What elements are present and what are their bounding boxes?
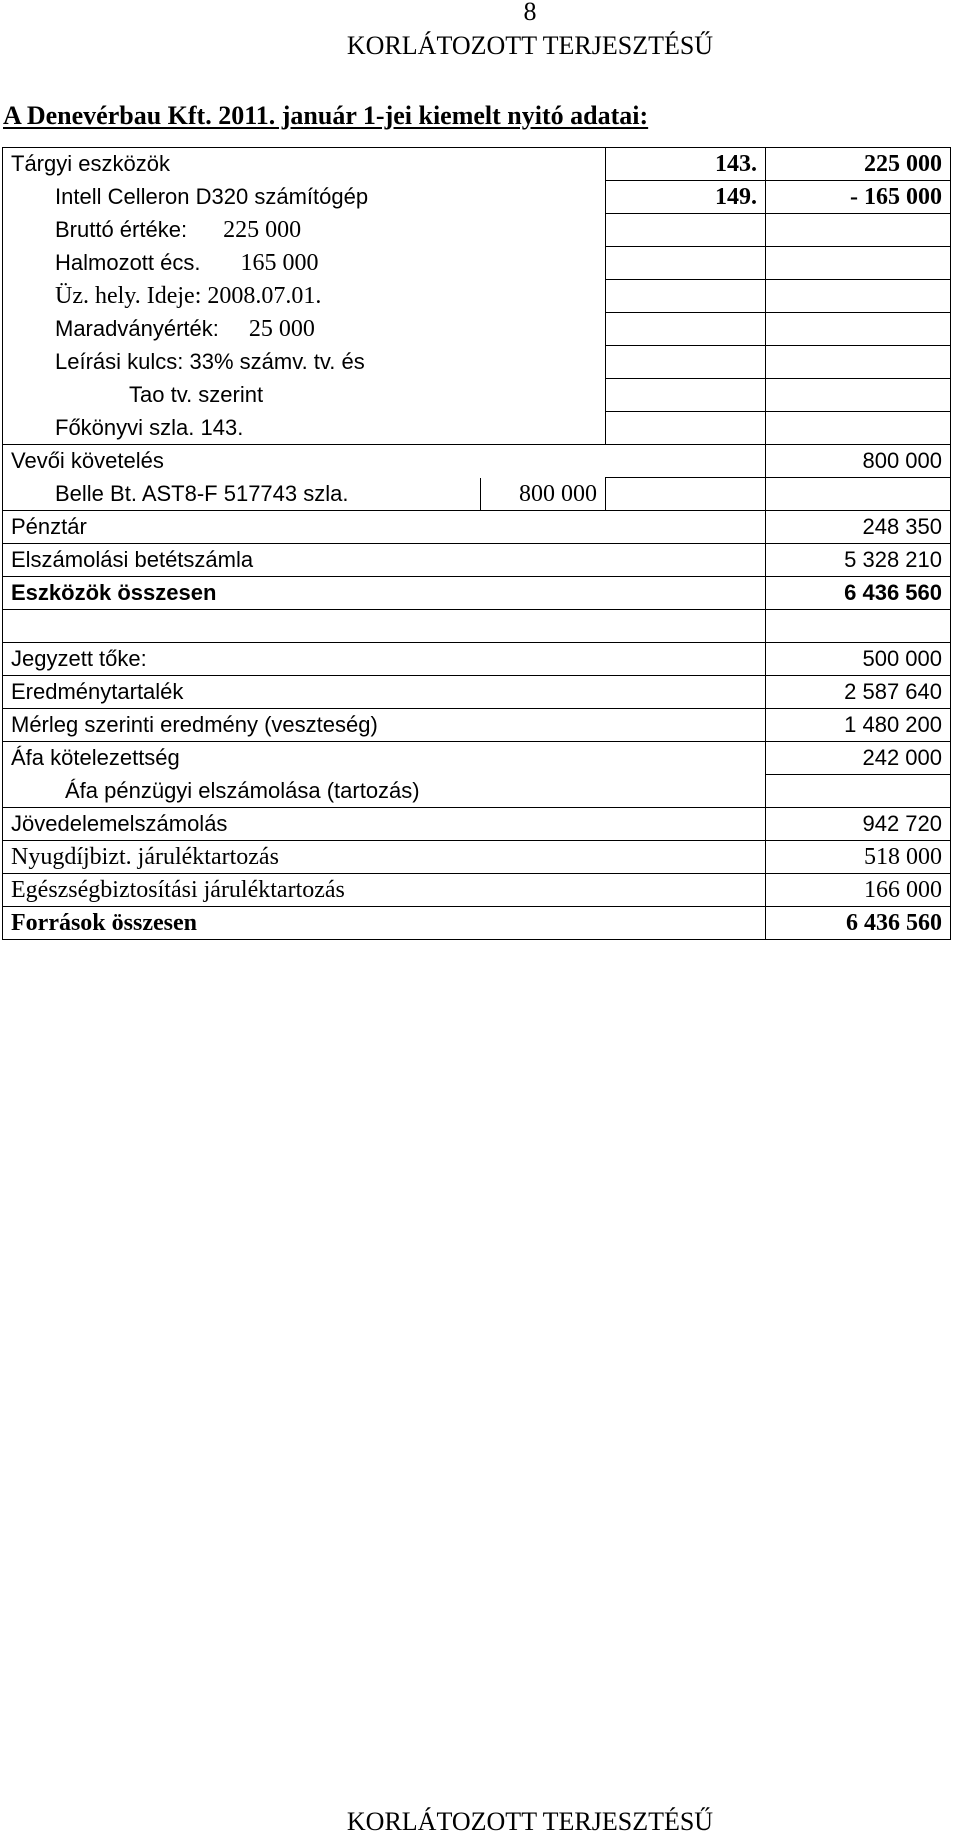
table-row <box>3 775 951 808</box>
row-value: 166 000 <box>766 874 951 907</box>
row-label: Egészségbiztosítási járuléktartozás <box>3 874 766 907</box>
table-row <box>3 841 951 874</box>
table-row <box>3 874 951 907</box>
inner-value: 800 000 <box>480 478 605 510</box>
row-value <box>766 610 951 643</box>
table-row <box>3 511 951 544</box>
row-value: 500 000 <box>766 643 951 676</box>
table-row <box>3 412 951 445</box>
row-label: Pénztár <box>3 511 766 544</box>
value-cell <box>766 214 951 247</box>
row-label: Üz. hely. Ideje: 2008.07.01. <box>3 280 606 313</box>
row-label: Leírási kulcs: 33% számv. tv. és <box>3 346 606 379</box>
row-value: 800 000 <box>766 445 951 478</box>
table-row <box>3 379 951 412</box>
table-row <box>3 478 951 511</box>
row-label: Mérleg szerinti eredmény (veszteség) <box>3 709 766 742</box>
value-cell <box>766 247 951 280</box>
document-heading: A Denevérbau Kft. 2011. január 1-jei kiemelt nyitó adatai: <box>3 101 649 130</box>
account-number: 143. <box>606 148 766 181</box>
table-row <box>3 577 951 610</box>
account-cell <box>606 214 766 247</box>
row-label: Főkönyvi szla. 143. <box>3 412 606 445</box>
row-value: 242 000 <box>766 742 951 775</box>
table-row <box>3 676 951 709</box>
table-row <box>3 742 951 775</box>
row-label: Maradványérték: 25 000 <box>3 313 606 346</box>
row-label: Jövedelemelszámolás <box>3 808 766 841</box>
account-cell <box>606 412 766 445</box>
table-row <box>3 709 951 742</box>
table-row <box>3 808 951 841</box>
account-cell <box>606 478 766 511</box>
row-value: 6 436 560 <box>766 907 951 940</box>
row-label: Eszközök összesen <box>3 577 766 610</box>
row-label: Vevői követelés <box>3 445 766 478</box>
table-row <box>3 346 951 379</box>
row-label: Elszámolási betétszámla <box>3 544 766 577</box>
table-row <box>3 247 951 280</box>
row-value: 942 720 <box>766 808 951 841</box>
row-label: Intell Celleron D320 számítógép <box>3 181 606 214</box>
inner-value: 165 000 <box>240 250 319 276</box>
table-row <box>3 907 951 940</box>
row-value: - 165 000 <box>766 181 951 214</box>
value-cell <box>766 280 951 313</box>
table-row <box>3 445 951 478</box>
row-label: Nyugdíjbizt. járuléktartozás <box>3 841 766 874</box>
table-row <box>3 214 951 247</box>
account-cell <box>606 247 766 280</box>
table-row <box>3 148 951 181</box>
page-number: 8 <box>523 0 537 26</box>
row-label: Jegyzett tőke: <box>3 643 766 676</box>
inner-value: 225 000 <box>223 217 302 243</box>
row-value: 5 328 210 <box>766 544 951 577</box>
account-cell <box>606 313 766 346</box>
value-cell <box>766 775 951 808</box>
row-value: 518 000 <box>766 841 951 874</box>
value-cell <box>766 313 951 346</box>
value-cell <box>766 412 951 445</box>
account-cell <box>606 280 766 313</box>
value-cell <box>766 478 951 511</box>
row-value: 248 350 <box>766 511 951 544</box>
row-value: 2 587 640 <box>766 676 951 709</box>
row-label: Halmozott écs. 165 000 <box>3 247 606 280</box>
table-row <box>3 280 951 313</box>
row-label: Áfa kötelezettség <box>3 742 766 775</box>
account-cell <box>606 346 766 379</box>
inner-value: 25 000 <box>248 316 315 342</box>
row-label: Áfa pénzügyi elszámolása (tartozás) <box>3 775 766 808</box>
row-label: Források összesen <box>3 907 766 940</box>
row-label: Belle Bt. AST8-F 517743 szla. 800 000 <box>3 478 606 511</box>
table-row <box>3 181 951 214</box>
row-label <box>3 610 766 643</box>
row-value: 6 436 560 <box>766 577 951 610</box>
value-cell <box>766 346 951 379</box>
value-cell <box>766 379 951 412</box>
table-row <box>3 544 951 577</box>
row-value: 1 480 200 <box>766 709 951 742</box>
classification-footer: KORLÁTOZOTT TERJESZTÉSŰ <box>346 1807 714 1836</box>
table-row <box>3 643 951 676</box>
account-number: 149. <box>606 181 766 214</box>
row-label: Tao tv. szerint <box>3 379 606 412</box>
row-value: 225 000 <box>766 148 951 181</box>
row-label: Eredménytartalék <box>3 676 766 709</box>
classification-header: KORLÁTOZOTT TERJESZTÉSŰ <box>346 31 714 60</box>
table-row <box>3 313 951 346</box>
account-cell <box>606 379 766 412</box>
opening-balance-table <box>2 147 951 940</box>
row-label: Bruttó értéke: 225 000 <box>3 214 606 247</box>
table-row <box>3 610 951 643</box>
row-label: Tárgyi eszközök <box>3 148 606 181</box>
